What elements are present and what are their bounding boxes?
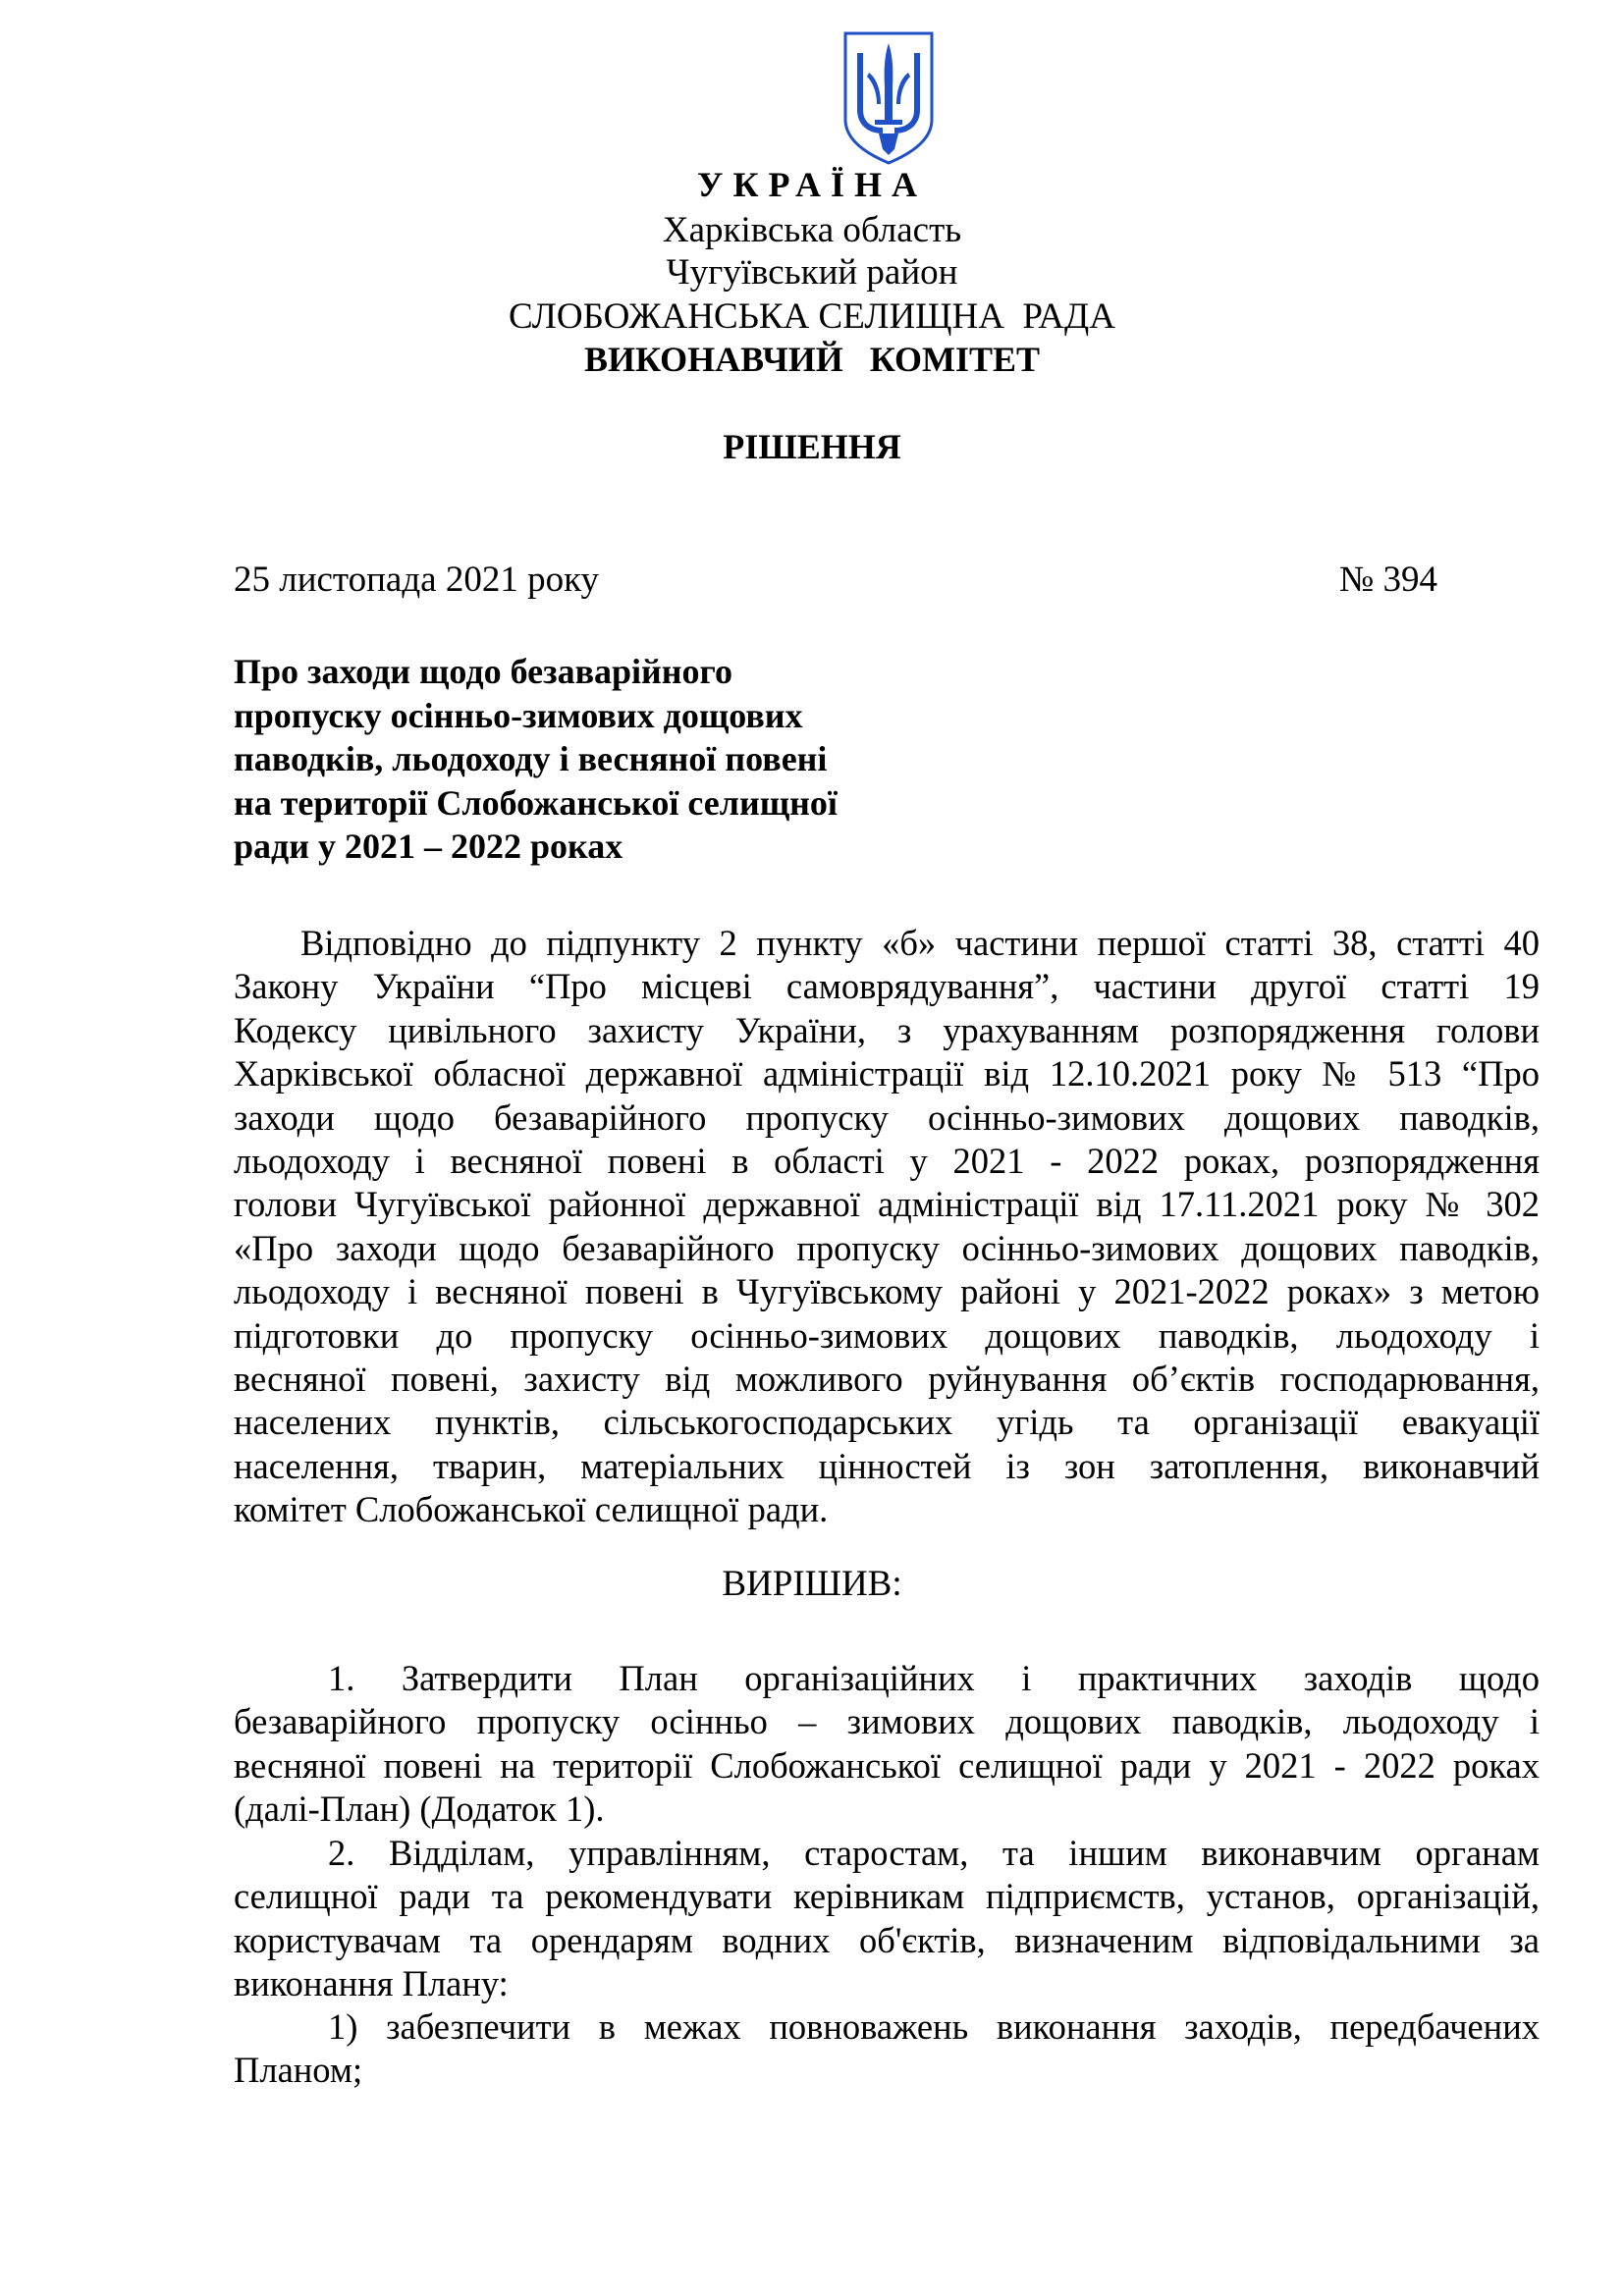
item-1-line: безаварійного пропуску осінньо – зимових дощових паводків, льодоходу і xyxy=(234,1701,1540,1742)
ukraine-trident-icon xyxy=(839,29,938,167)
preamble-line: Відповідно до підпункту 2 пункту «б» частини першої статті 38, статті 40 xyxy=(300,923,1540,963)
subject-line: пропуску осінньо-зимових дощових xyxy=(234,695,803,735)
item-1-line: 1. Затвердити План організаційних і практичних заходів щодо xyxy=(328,1658,1540,1698)
raion-name: Чугуївський район xyxy=(666,252,958,293)
preamble-line: Кодексу цивільного захисту України, з урахуванням розпорядження голови xyxy=(234,1009,1540,1050)
preamble-line: голови Чугуївської районної державної адміністрації від 17.11.2021 року № 302 xyxy=(234,1184,1540,1225)
preamble-line: Закону України “Про місцеві самоврядування”, частини другої статті 19 xyxy=(234,966,1540,1007)
country-name: УКРАЇНА xyxy=(697,165,927,204)
decided-heading: ВИРІШИВ: xyxy=(722,1564,902,1604)
item-2-line: виконання Плану: xyxy=(234,1963,509,2004)
item-2-1-line: Планом; xyxy=(234,2050,363,2091)
document-number: № 394 xyxy=(1338,560,1437,600)
oblast-name: Харківська область xyxy=(662,210,962,250)
committee-name: ВИКОНАВЧИЙ КОМІТЕТ xyxy=(583,340,1041,379)
preamble-line: весняної повені, захисту від можливого руйнування об’єктів господарювання, xyxy=(234,1358,1540,1399)
preamble-paragraph xyxy=(234,922,1549,1531)
item-2-1-line: 1) забезпечити в межах повноважень виконання заходів, передбачених xyxy=(328,2006,1540,2047)
item-2-line: користувачам та орендарям водних об'єктів, визначеним відповідальними за xyxy=(234,1919,1540,1960)
item-2-1-paragraph xyxy=(234,2005,1549,2093)
item-2-line: 2. Відділам, управлінням, старостам, та іншим виконавчим органам xyxy=(328,1833,1540,1873)
subject-line: Про заходи щодо безаварійного xyxy=(234,652,732,691)
item-1-line: весняної повені на території Слобожанської селищної ради у 2021 - 2022 роках xyxy=(234,1744,1540,1786)
item-2-paragraph xyxy=(234,1832,1549,2006)
item-1-line: (далі-План) (Додаток 1). xyxy=(234,1789,605,1830)
preamble-line: населення, тварин, матеріальних цінностей із зон затоплення, виконавчий xyxy=(234,1445,1540,1486)
council-name: СЛОБОЖАНСЬКА СЕЛИЩНА РАДА xyxy=(509,296,1115,337)
preamble-line: льодоходу і весняної повені в області у 2021 - 2022 роках, розпорядження xyxy=(234,1140,1540,1181)
subject-line: на території Слобожанської селищної xyxy=(234,782,838,823)
subject-line: паводків, льодоходу і весняної повені xyxy=(234,739,828,778)
item-1-paragraph xyxy=(234,1657,1549,1832)
preamble-line: підготовки до пропуску осінньо-зимових дощових паводків, льодоходу і xyxy=(234,1314,1540,1356)
subject-line: ради у 2021 – 2022 роках xyxy=(234,827,623,866)
document-type: РІШЕННЯ xyxy=(723,427,901,466)
preamble-line: заходи щодо безаварійного пропуску осінньо-зимових дощових паводків, xyxy=(234,1096,1540,1138)
preamble-line: Харківської обласної державної адміністрації від 12.10.2021 року № 513 “Про xyxy=(234,1053,1540,1095)
preamble-line: льодоходу і весняної повені в Чугуївському районі у 2021-2022 роках» з метою xyxy=(234,1271,1540,1312)
document-subject xyxy=(234,650,838,869)
item-2-line: селищної ради та рекомендувати керівникам підприємств, установ, організацій, xyxy=(234,1876,1540,1917)
preamble-line: «Про заходи щодо безаварійного пропуску осінньо-зимових дощових паводків, xyxy=(234,1227,1540,1268)
document-date: 25 листопада 2021 року xyxy=(234,560,600,600)
preamble-line: комітет Слобожанської селищної ради. xyxy=(234,1489,829,1530)
preamble-line: населених пунктів, сільськогосподарських угідь та організації евакуації xyxy=(234,1402,1540,1443)
